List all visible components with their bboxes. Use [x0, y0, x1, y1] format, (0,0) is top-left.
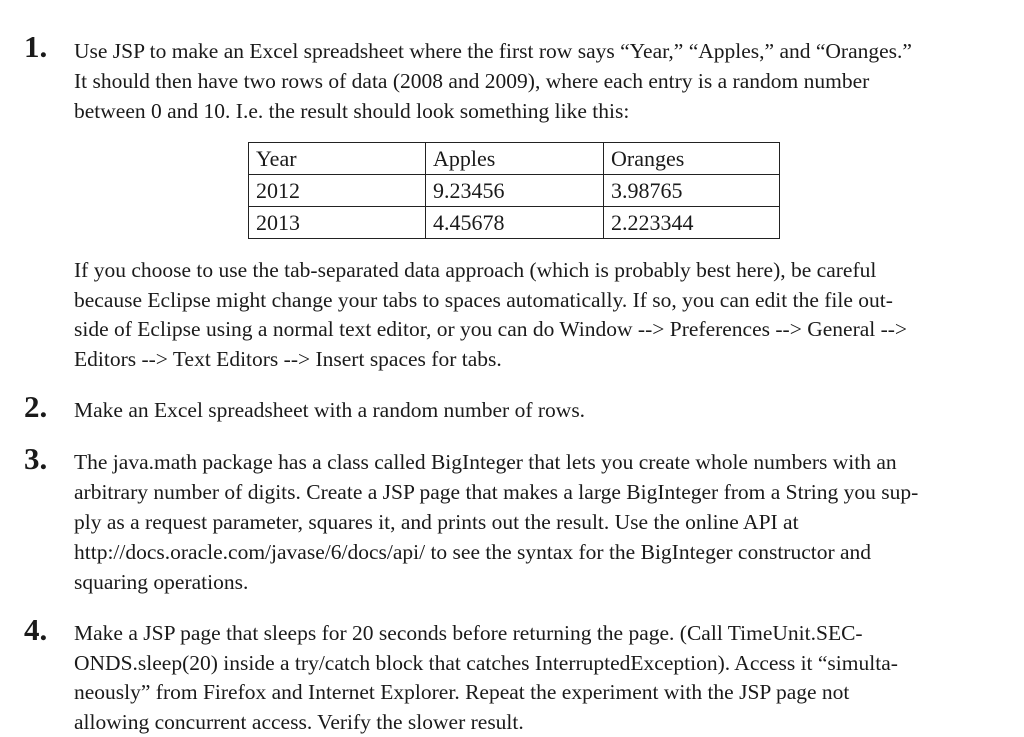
table-header-cell: Apples: [426, 143, 604, 175]
table-cell: 9.23456: [426, 175, 604, 207]
item-1-note-line: because Eclipse might change your tabs to spaces automatically. If so, you can edit the file out-: [74, 288, 893, 312]
item-4-text-line: Make a JSP page that sleeps for 20 seconds before returning the page. (Call TimeUnit.SEC-: [74, 621, 863, 645]
table-header-cell: Year: [249, 143, 426, 175]
item-3-text-line: The java.math package has a class called BigInteger that lets you create whole numbers with an: [74, 450, 897, 474]
item-1-note-line: Editors --> Text Editors --> Insert spaces for tabs.: [74, 347, 502, 371]
item-1-note-line: If you choose to use the tab-separated data approach (which is probably best here), be careful: [74, 258, 877, 282]
item-1-number: 1.: [24, 29, 48, 64]
table-cell: 4.45678: [426, 207, 604, 239]
item-1-text-line: Use JSP to make an Excel spreadsheet where the first row says “Year,” “Apples,” and “Oranges.”: [74, 39, 912, 63]
item-3-text-line: arbitrary number of digits. Create a JSP page that makes a large BigInteger from a String you sup-: [74, 480, 919, 504]
table-row: [249, 175, 780, 207]
item-1-text-line: It should then have two rows of data (2008 and 2009), where each entry is a random number: [74, 69, 870, 93]
item-3-number: 3.: [24, 441, 48, 476]
example-table: [248, 142, 780, 239]
item-4-text-line: ONDS.sleep(20) inside a try/catch block that catches InterruptedException). Access it “simulta-: [74, 651, 898, 675]
table-cell: 2013: [249, 207, 426, 239]
item-4-text-line: allowing concurrent access. Verify the slower result.: [74, 710, 524, 734]
table-cell: 3.98765: [604, 175, 780, 207]
item-3-text-line: squaring operations.: [74, 570, 249, 594]
item-1-note-line: side of Eclipse using a normal text editor, or you can do Window --> Preferences --> General -->: [74, 317, 908, 341]
table-row: [249, 207, 780, 239]
item-4-text-line: neously” from Firefox and Internet Explorer. Repeat the experiment with the JSP page not: [74, 680, 850, 704]
item-4-number: 4.: [24, 612, 48, 647]
item-2-text-line: Make an Excel spreadsheet with a random number of rows.: [74, 398, 586, 422]
item-2-number: 2.: [24, 389, 48, 424]
table-cell: 2012: [249, 175, 426, 207]
item-1-text-line: between 0 and 10. I.e. the result should look something like this:: [74, 99, 630, 123]
item-3-text-line: http://docs.oracle.com/javase/6/docs/api/ to see the syntax for the BigInteger constructor and: [74, 540, 872, 564]
table-cell: 2.223344: [604, 207, 780, 239]
table-header-row: [249, 143, 780, 175]
table-header-cell: Oranges: [604, 143, 780, 175]
item-3-text-line: ply as a request parameter, squares it, and prints out the result. Use the online API at: [74, 510, 799, 534]
